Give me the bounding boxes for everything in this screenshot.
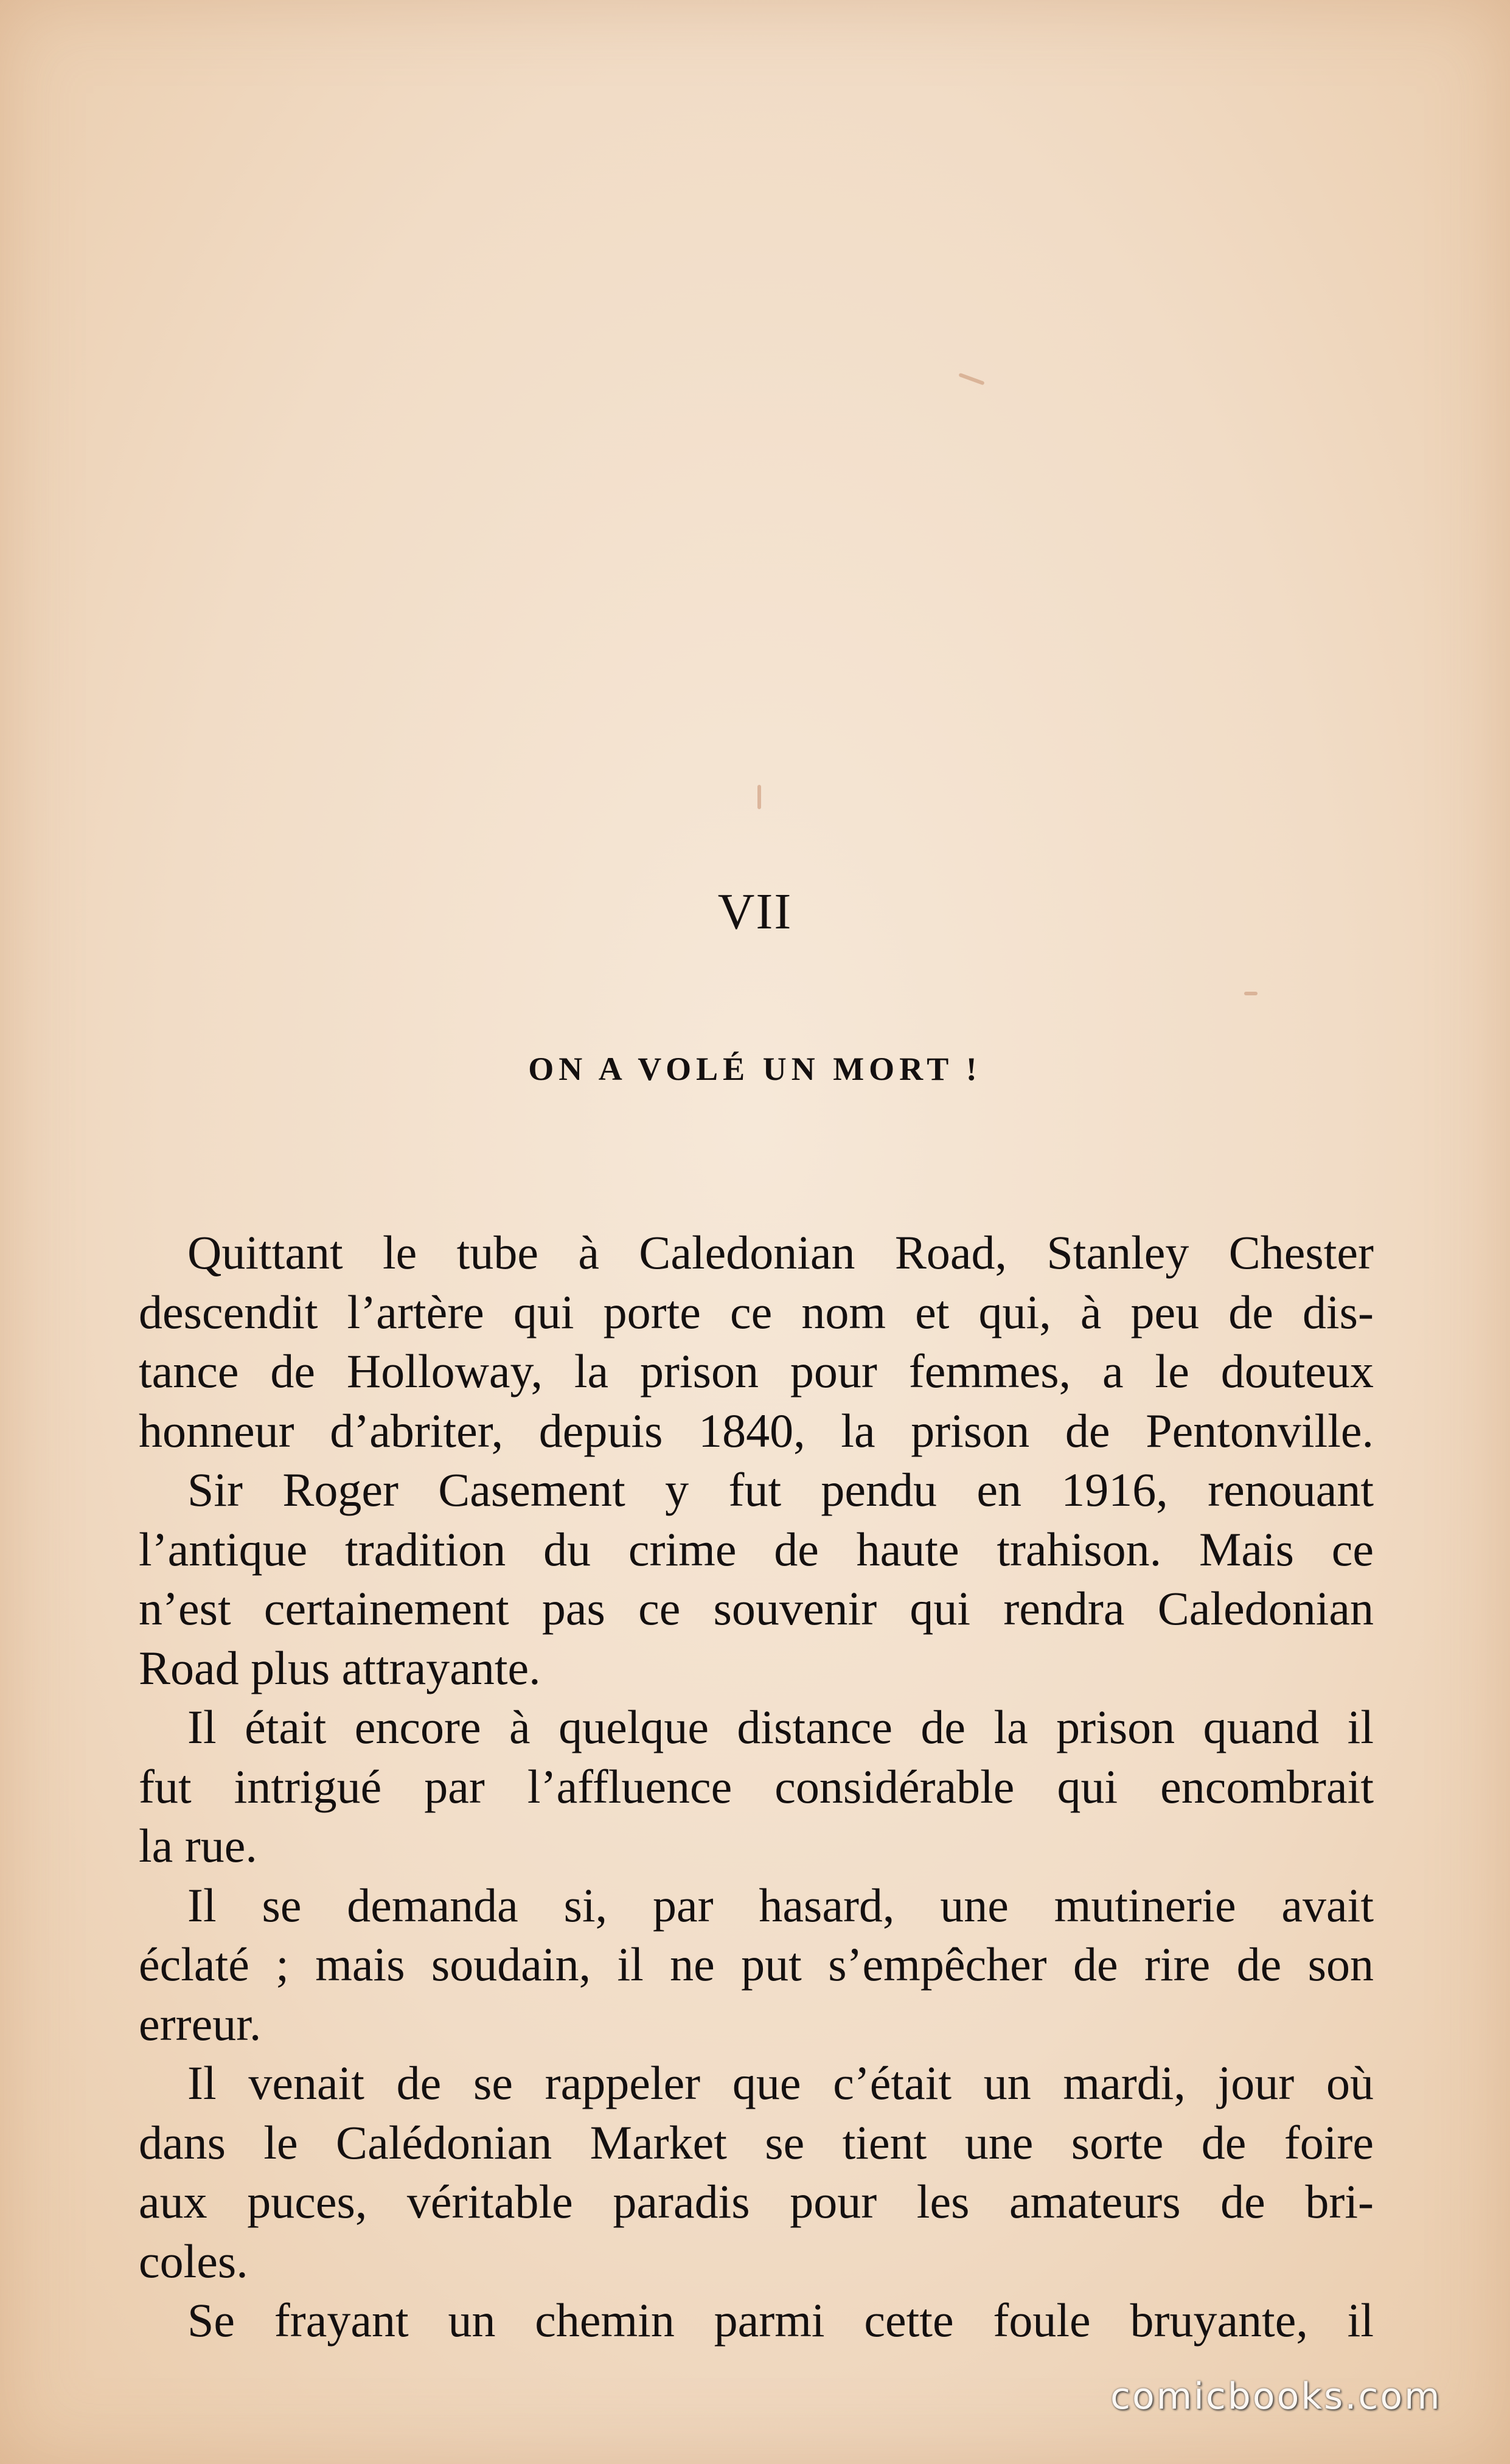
text-line: Il était encore à quelque distance de la prison quand il — [187, 1700, 1374, 1753]
text-line: Il venait de se rappeler que c’était un mardi, jour où — [187, 2056, 1374, 2109]
watermark: comicbooks.com — [1110, 2375, 1442, 2418]
text-line: Quittant le tube à Caledonian Road, Stanley Chester — [187, 1226, 1374, 1279]
text-line: descendit l’artère qui porte ce nom et qui, à peu de dis- — [139, 1285, 1374, 1338]
chapter-number: VII — [717, 883, 793, 940]
text-line: Il se demanda si, par hasard, une mutinerie avait — [187, 1878, 1374, 1932]
text-line: dans le Calédonian Market se tient une sorte de foire — [139, 2115, 1374, 2169]
text-line: tance de Holloway, la prison pour femmes, a le douteux — [139, 1345, 1374, 1397]
text-line: la rue. — [139, 1819, 257, 1872]
paper-speck — [757, 785, 761, 809]
text-line: aux puces, véritable paradis pour les amateurs de bri- — [139, 2175, 1374, 2228]
text-line: éclaté ; mais soudain, il ne put s’empêcher de rire de son — [139, 1938, 1374, 1991]
text-line: Sir Roger Casement y fut pendu en 1916, renouant — [187, 1463, 1374, 1516]
chapter-body — [139, 1223, 1374, 2350]
text-line: erreur. — [139, 1997, 262, 2050]
text-line: n’est certainement pas ce souvenir qui rendra Caledonian — [139, 1582, 1374, 1635]
text-line: Se frayant un chemin parmi cette foule bruyante, il — [187, 2294, 1374, 2347]
text-line: l’antique tradition du crime de haute trahison. Mais ce — [139, 1522, 1374, 1576]
text-line: fut intrigué par l’affluence considérable qui encombrait — [139, 1759, 1374, 1813]
text-line: honneur d’abriter, depuis 1840, la prison de Pentonville. — [139, 1404, 1374, 1457]
chapter-title: ON A VOLÉ UN MORT ! — [528, 1051, 982, 1087]
paper-speck — [958, 373, 984, 386]
text-line: coles. — [139, 2234, 248, 2288]
paper-speck — [1244, 992, 1258, 995]
text-line: Road plus attrayante. — [139, 1641, 541, 1694]
